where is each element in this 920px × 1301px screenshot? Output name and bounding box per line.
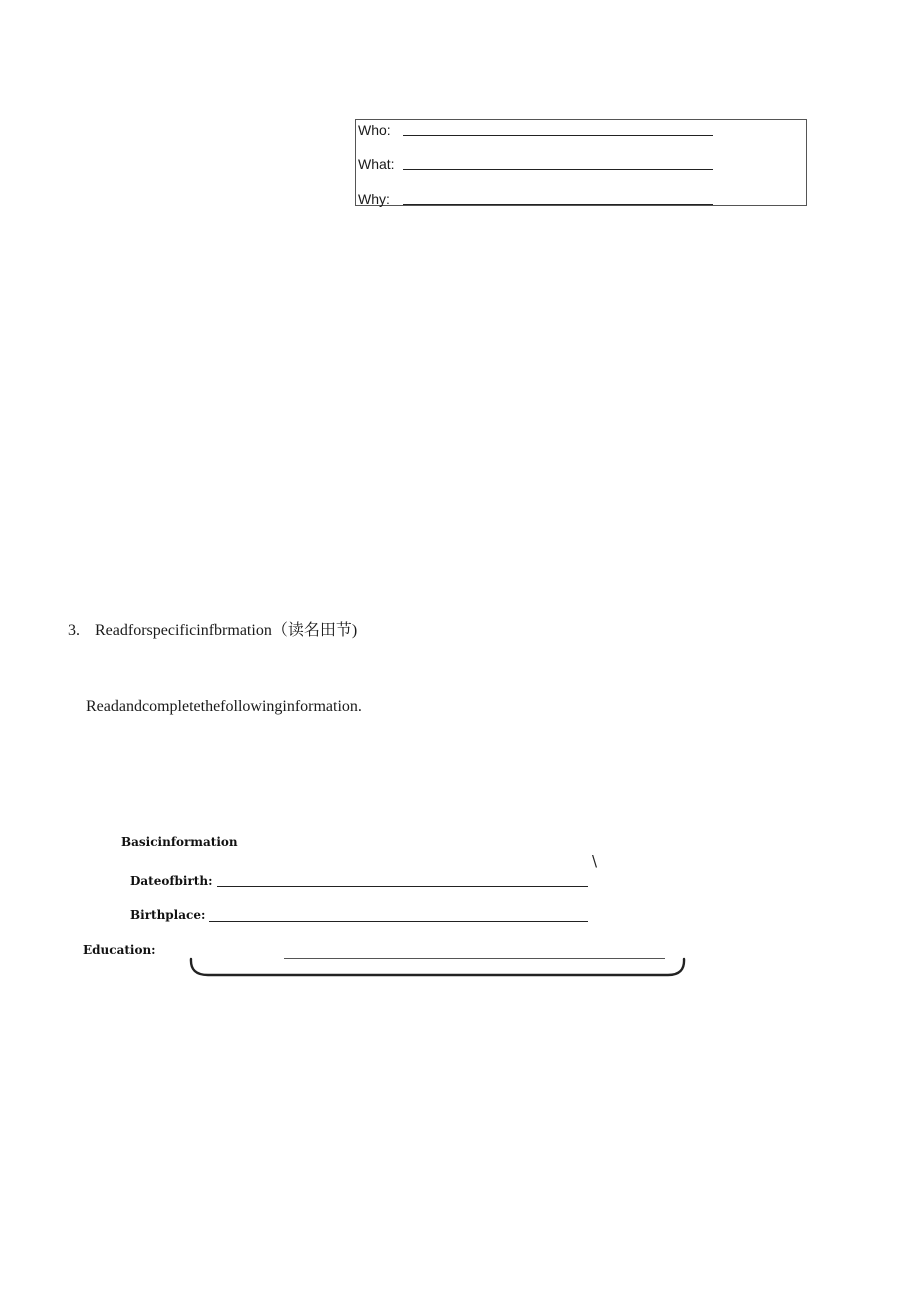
who-answer-blank[interactable] xyxy=(403,135,713,136)
what-label: What: xyxy=(358,156,395,172)
date-of-birth-blank[interactable] xyxy=(217,886,588,887)
birthplace-blank[interactable] xyxy=(209,921,588,922)
section-instruction: Readandcompletethefollowinginformation. xyxy=(86,698,362,715)
why-label: Why: xyxy=(358,191,390,207)
section-title: Readforspecificinfbrmation（读名田节) xyxy=(95,622,358,639)
education-label: Education: xyxy=(83,943,156,957)
why-answer-blank[interactable] xyxy=(403,204,713,205)
education-brace xyxy=(186,955,690,981)
what-row xyxy=(358,154,395,174)
who-row xyxy=(358,120,391,140)
w-questions-box xyxy=(355,119,807,206)
what-answer-blank[interactable] xyxy=(403,169,713,170)
birthplace-label: Birthplace: xyxy=(130,908,206,922)
form-title: Basicinformation xyxy=(121,835,238,849)
stray-mark: \ xyxy=(592,852,598,870)
why-row xyxy=(358,189,390,209)
date-of-birth-label: Dateofbirth: xyxy=(130,874,213,888)
section-heading xyxy=(68,620,357,642)
section-number: 3. xyxy=(68,622,80,639)
who-label: Who: xyxy=(358,122,391,138)
